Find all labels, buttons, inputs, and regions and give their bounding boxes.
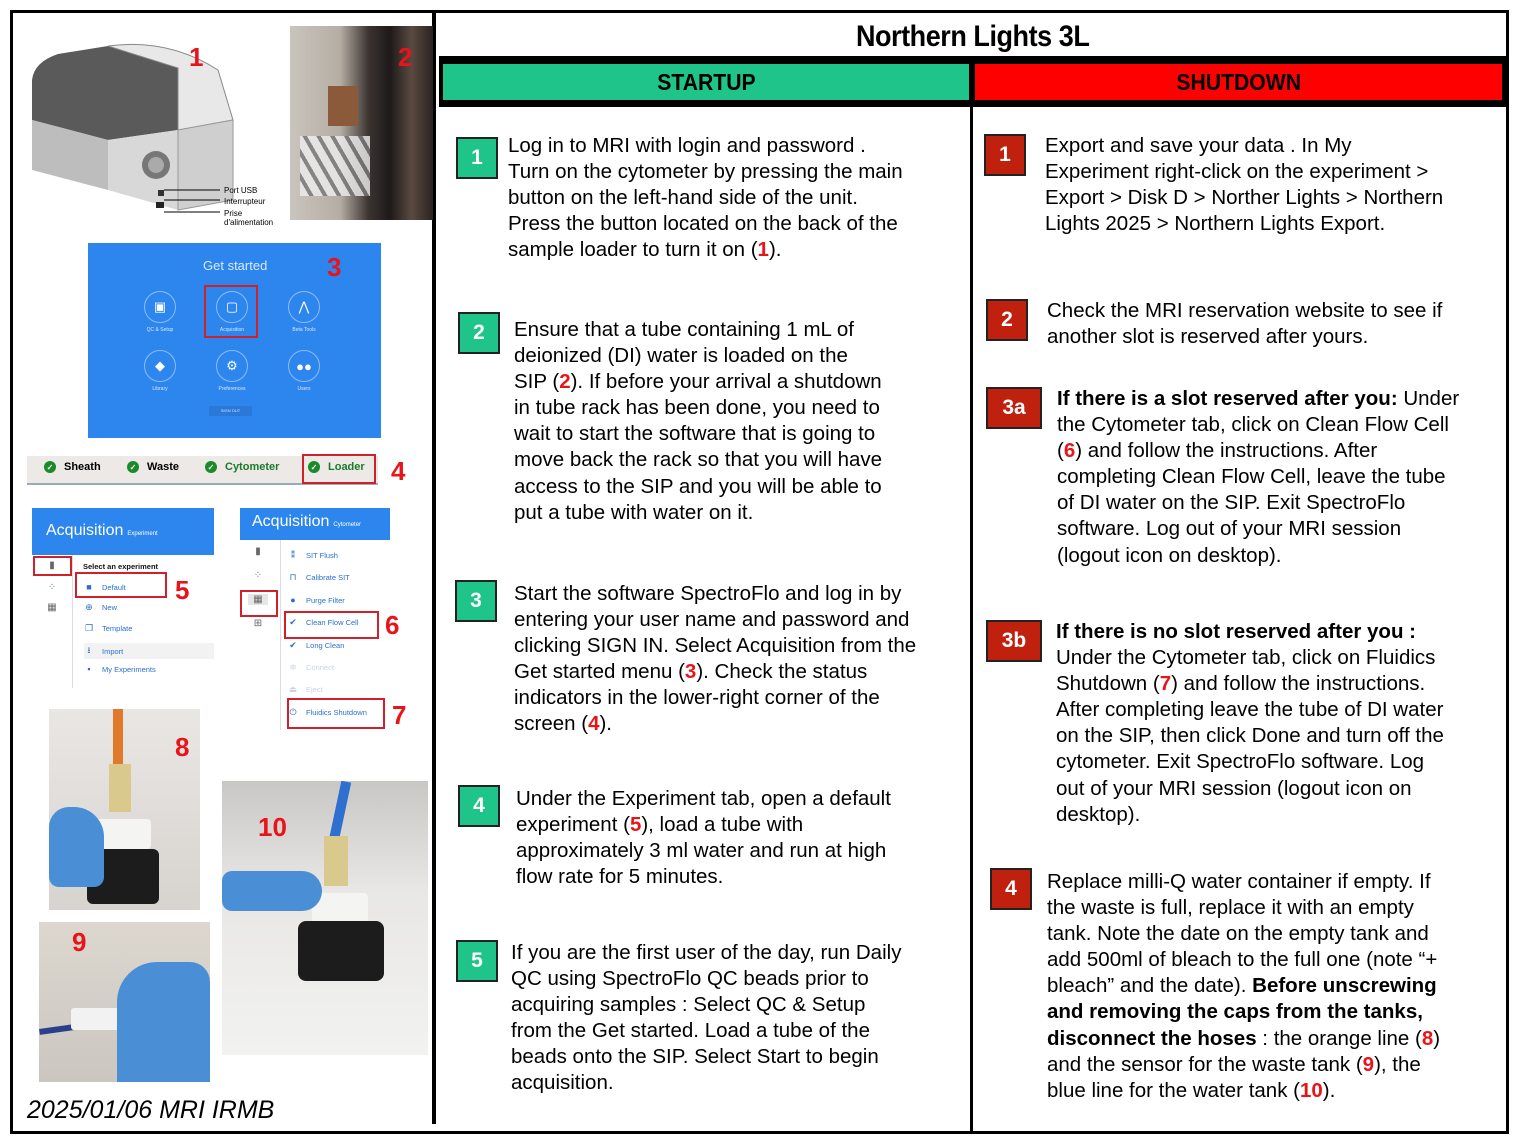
step-text: : the orange line (: [1256, 1026, 1422, 1050]
shutdown-step-2: [1047, 298, 1442, 350]
plus-icon: ⊕: [85, 602, 93, 612]
acquisition-icon[interactable]: ▢: [216, 291, 248, 323]
step-text: Export and save your data . In My Experiment right-click on the experiment > Export > Disk D > Norther Lights > Northern Lights 2025 > Northern Lights Export.: [1045, 134, 1444, 236]
status-cytometer: [205, 461, 279, 473]
figure-reference: 8: [1421, 1026, 1434, 1050]
menu-sit-flush[interactable]: [288, 550, 338, 561]
qc-setup-label: QC & Setup: [146, 327, 174, 333]
status-loader-label: Loader: [328, 461, 365, 473]
menu-long-clean-label: Long Clean: [306, 641, 345, 650]
library-icon[interactable]: ◆: [144, 350, 176, 382]
menu-template-label: Template: [102, 624, 133, 633]
beta-tools-label: Beta Tools: [292, 327, 316, 333]
sit-flush-icon: ⁑: [290, 550, 296, 560]
shutdown-step-badge: 3b: [986, 620, 1042, 662]
menu-eject[interactable]: [288, 684, 323, 695]
step-text: ), load a tube with approximately 3 ml water and run at high flow rate for 5 minutes.: [516, 813, 887, 889]
acquisition-cytometer-title: [252, 513, 361, 531]
step-text: ).: [1322, 1078, 1336, 1102]
figure-label-2: 2: [398, 42, 413, 72]
step-text: Log in to MRI with login and password . Turn on the cytometer by pressing the main button on the left-hand side of the unit. Press the button located on the back of the sample loader to turn it on (: [508, 134, 903, 262]
cytometer-icon[interactable]: ▦: [248, 594, 268, 605]
column-divider: [970, 104, 973, 1134]
shutdown-step-badge: 2: [986, 299, 1028, 341]
experiment-tab-highlight: [33, 556, 72, 576]
shutdown-header-label: SHUTDOWN: [1176, 69, 1301, 95]
menu-calibrate-sit-label: Calibrate SIT: [306, 573, 350, 582]
emphasis-text: If there is a slot reserved after you:: [1057, 387, 1398, 410]
check-icon: ✓: [205, 461, 217, 473]
eject-icon: ⏏: [288, 684, 298, 694]
menu-import[interactable]: [84, 643, 214, 659]
startup-step-3: [514, 581, 916, 738]
step-text: ). If before your arrival a shutdown in tube rack has been done, you need to wait to start the software that is going to move back the rack so that you will have access to the SIP and you will be able to put a tube with water on it.: [514, 370, 883, 524]
check-icon: ✓: [308, 461, 320, 473]
figure-reference: 9: [1362, 1052, 1375, 1076]
default-highlight: [75, 572, 167, 598]
menu-calibrate-sit[interactable]: [288, 572, 350, 583]
clean-icon: ✔: [289, 617, 297, 627]
loader-highlight: [302, 454, 376, 484]
menu-purge-filter[interactable]: [288, 595, 345, 605]
menu-purge-filter-label: Purge Filter: [306, 595, 345, 605]
startup-step-4: [516, 786, 891, 890]
step-text: ) and follow the instructions. After completing leave the tube of DI water on the SIP, then click Done and turn off the cytometer. Exit SpectroFlo software. Log out of your MRI session (logout icon on desktop).: [1056, 672, 1444, 826]
power-icon: ⏻: [289, 707, 297, 717]
figure-label-4: 4: [391, 456, 406, 486]
step-text: ) and the sensor for the waste tank (: [1047, 1026, 1441, 1076]
startup-step-1: [508, 133, 903, 263]
shutdown-step-badge: 4: [990, 868, 1032, 910]
waste-sensor-photo: [39, 922, 210, 1082]
figure-reference: 4: [588, 712, 600, 736]
acquisition-experiment-header: [32, 508, 214, 555]
calibrate-icon: ⊓: [289, 572, 297, 582]
step-text: Ensure that a tube containing 1 mL of deionized (DI) water is loaded on the SIP (: [514, 318, 854, 394]
startup-step-badge: 3: [455, 580, 497, 622]
figure-reference: 1: [757, 238, 769, 262]
step-text: ).: [599, 712, 612, 736]
dots-icon[interactable]: ⁘: [253, 570, 263, 581]
status-sheath-label: Sheath: [64, 461, 101, 473]
cytometer-drawing: [28, 40, 290, 225]
startup-step-2: [514, 317, 882, 526]
status-cytometer-label: Cytometer: [225, 461, 280, 473]
folder-icon: ■: [86, 582, 92, 592]
step-text: Check the MRI reservation website to see if another slot is reserved after yours.: [1047, 299, 1443, 349]
blue-line-photo: [222, 781, 428, 1055]
step-text: If you are the first user of the day, run Daily QC using SpectroFlo QC beads prior to acquiring samples : Select QC & Setup from the Get started. Load a tube of the beads onto the SIP. Select Start to begin acquisition.: [511, 941, 902, 1095]
figure-reference: 6: [1063, 439, 1076, 463]
startup-header: [439, 60, 973, 104]
step-text: Under the Cytometer tab, click on Fluidics Shutdown (: [1056, 646, 1436, 696]
menu-my-experiments[interactable]: [84, 664, 156, 674]
preferences-label: Preferences: [218, 386, 246, 392]
shutdown-step-badge: 3a: [986, 387, 1042, 429]
download-icon: ⭳: [87, 645, 91, 655]
menu-default-label: Default: [102, 582, 126, 592]
select-experiment-heading: Select an experiment: [83, 562, 159, 571]
status-waste-label: Waste: [147, 461, 179, 473]
library-label: Library: [152, 386, 168, 392]
menu-import-label: Import: [102, 646, 124, 656]
acquisition-label: Acquisition: [219, 327, 245, 333]
menu-sit-flush-label: SIT Flush: [306, 551, 338, 560]
figure-label-10: 10: [258, 812, 287, 842]
menu-eject-label: Eject: [306, 685, 323, 694]
menu-connect[interactable]: [288, 662, 334, 673]
figure-reference: 10: [1299, 1078, 1323, 1102]
preferences-gear-icon[interactable]: ⚙: [216, 350, 248, 382]
step-text: Under the Cytometer tab, click on Clean Flow Cell (: [1057, 387, 1460, 463]
menu-long-clean[interactable]: [288, 640, 344, 651]
figure-reference: 7: [1159, 672, 1172, 696]
title-bar: [439, 13, 1506, 60]
cytometer-tab-highlight: [240, 590, 278, 617]
shutdown-step-1: [1045, 133, 1443, 237]
qc-setup-icon[interactable]: ▣: [144, 291, 176, 323]
acquisition-experiment-title: [46, 522, 158, 540]
cytometer-sidebar: [240, 540, 281, 730]
figure-label-3: 3: [327, 252, 342, 282]
startup-step-badge: 1: [456, 137, 498, 179]
purge-filter-icon: ●: [290, 595, 296, 605]
copy-icon: ❐: [84, 623, 94, 633]
step-text: Under the Experiment tab, open a default experiment (: [516, 787, 891, 837]
figure-reference: 2: [559, 370, 571, 394]
fluidics-shutdown-highlight: [287, 698, 385, 729]
acquisition-experiment-subtitle: Experiment: [127, 531, 158, 537]
status-waste: [127, 461, 179, 473]
figure-label-7: 7: [392, 700, 407, 730]
menu-fluidics-shutdown-label: Fluidics Shutdown: [306, 708, 367, 717]
beta-tools-icon[interactable]: ⋀: [288, 291, 320, 323]
users-icon[interactable]: ●●: [288, 350, 320, 382]
startup-header-label: STARTUP: [656, 69, 756, 95]
step-text: ) and follow the instructions. After completing Clean Flow Cell, leave the tube of DI water on the SIP. Exit SpectroFlo software. Log out of your MRI session (logout icon on desktop).: [1057, 439, 1446, 567]
page-title: Northern Lights 3L: [855, 20, 1090, 53]
acquisition-experiment-title-text: Acquisition: [46, 522, 124, 539]
startup-step-badge: 2: [458, 312, 500, 354]
acquisition-cytometer-title-text: Acquisition: [252, 513, 330, 530]
shutdown-header: [971, 60, 1506, 104]
tube-icon[interactable]: ▮: [255, 546, 261, 557]
clean-flow-cell-highlight: [284, 611, 379, 639]
acquisition-highlight: [204, 285, 258, 338]
shutdown-step-3a: [1057, 386, 1459, 569]
startup-step-badge: 5: [456, 940, 498, 982]
step-text: Start the software SpectroFlo and log in by entering your user name and password and clicking SIGN IN. Select Acquisition from the Get started menu (: [514, 582, 917, 684]
menu-new[interactable]: [84, 602, 117, 613]
check-icon: ✓: [127, 461, 139, 473]
grid-icon[interactable]: ▦: [47, 602, 57, 613]
menu-connect-label: Connect: [306, 663, 334, 672]
table-icon[interactable]: ⊞: [253, 618, 263, 629]
step-text: Replace milli-Q water container if empty. If the waste is full, replace it with an empty tank. Note the date on the empty tank and add 500ml of bleach to the full one (note “+ bleach” and the date).: [1047, 870, 1438, 998]
menu-new-label: New: [102, 603, 118, 612]
get-started-title: Get started: [203, 258, 268, 273]
figure-label-5: 5: [175, 575, 190, 605]
port-usb-label: Port USB: [224, 186, 258, 195]
figure-reference: 3: [684, 660, 697, 684]
figure-label-1: 1: [189, 42, 204, 72]
long-clean-icon: ✔: [289, 640, 297, 650]
step-text: ), the blue line for the water tank (: [1047, 1052, 1421, 1102]
power-socket-label: Prise d'alimentation: [224, 209, 274, 225]
sign-out-button[interactable]: SIGN OUT: [209, 406, 252, 416]
shutdown-step-3b: [1056, 619, 1444, 828]
footer-date: 2025/01/06 MRI IRMB: [27, 1096, 275, 1124]
menu-my-experiments-label: My Experiments: [102, 664, 156, 674]
menu-clean-flow-cell-label: Clean Flow Cell: [306, 618, 359, 627]
emphasis-text: If there is no slot reserved after you :: [1056, 620, 1416, 643]
check-icon: ✓: [44, 461, 56, 473]
step-text: ). Check the status indicators in the lower-right corner of the screen (: [514, 660, 880, 736]
menu-template[interactable]: [84, 623, 132, 634]
startup-step-5: [511, 940, 901, 1097]
switch-label: Interrupteur: [224, 197, 266, 206]
step-text: ).: [768, 238, 782, 262]
figure-reference: 5: [629, 813, 642, 837]
figure-label-6: 6: [385, 610, 400, 640]
document-icon: ▪: [87, 664, 91, 674]
dots-icon[interactable]: ⁘: [47, 582, 57, 593]
users-label: Users: [297, 386, 311, 392]
acquisition-cytometer-header: [240, 508, 390, 540]
tube-icon[interactable]: ▮: [49, 560, 55, 571]
figure-label-8: 8: [175, 732, 190, 762]
shutdown-step-4: [1047, 869, 1440, 1104]
connect-icon: ≑: [289, 662, 297, 672]
emphasis-text: Before unscrewing and removing the caps from the tanks, disconnect the hoses: [1047, 974, 1437, 1050]
figure-label-9: 9: [72, 927, 87, 957]
status-sheath: [44, 461, 101, 473]
shutdown-step-badge: 1: [984, 134, 1026, 176]
startup-step-badge: 4: [458, 785, 500, 827]
acquisition-cytometer-subtitle: Cytometer: [333, 522, 362, 528]
